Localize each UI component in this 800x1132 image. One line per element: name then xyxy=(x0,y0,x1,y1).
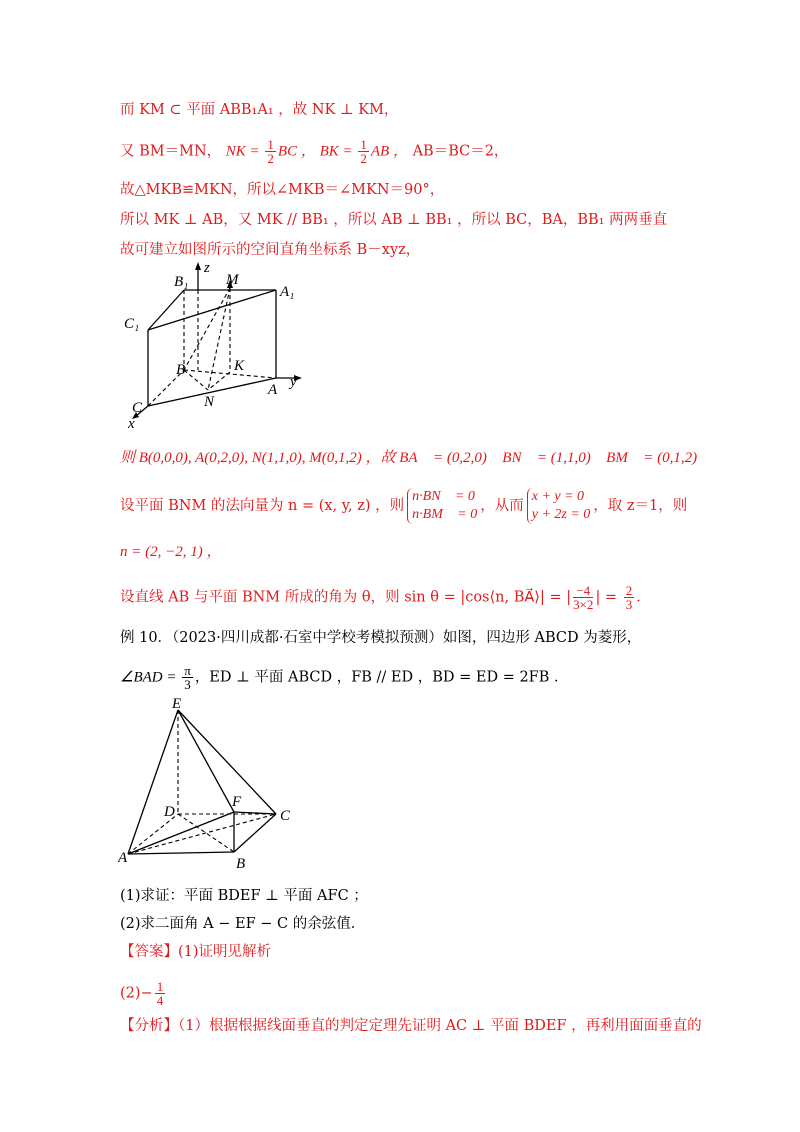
fraction-two-thirds xyxy=(624,584,635,611)
line-8-text: n = (2, −2, 1) ， xyxy=(120,544,222,560)
solid-figure xyxy=(118,696,318,876)
segment-m-n xyxy=(208,288,230,390)
line-7 xyxy=(120,488,687,524)
label-a1: A₁ xyxy=(280,284,295,300)
line-3-text: 故△MKB≌MKN，所以∠MKB＝∠MKN＝90°， xyxy=(120,182,445,198)
frac-den: 3 xyxy=(184,677,191,692)
label-k: K xyxy=(234,358,245,374)
segment-b-n xyxy=(184,370,208,390)
label-f: F xyxy=(232,794,242,810)
frac-den: 3×2 xyxy=(573,597,594,612)
frac-num: π xyxy=(184,663,191,678)
system-1 xyxy=(407,488,477,524)
question-2-text: (2)求二面角 A − EF − C 的余弦值． xyxy=(120,916,366,932)
question-2 xyxy=(120,914,365,934)
label-z: z xyxy=(204,260,210,276)
question-1-text: (1)求证：平面 BDEF ⊥ 平面 AFC ； xyxy=(120,888,368,904)
edge-a-b xyxy=(128,852,234,854)
line-2 xyxy=(120,138,508,165)
line-2e: AB＝BC＝2， xyxy=(412,143,509,160)
frac-den: 2 xyxy=(267,151,274,166)
line-11 xyxy=(120,664,569,691)
label-b: B xyxy=(176,362,186,378)
prism-figure xyxy=(118,258,318,438)
analysis-text: （1）根据根据线面垂直的判定定理先证明 AC ⊥ 平面 BDEF ，再利用面面垂直的 xyxy=(178,1018,702,1034)
line-11a: ∠BAD = xyxy=(120,669,181,686)
line-7c: ，取 z＝1，则 xyxy=(593,498,688,514)
system-1-row-2: n·BM⃗ = 0 xyxy=(412,507,478,522)
line-2a: 又 BM＝MN， xyxy=(120,143,222,160)
frac-num: 1 xyxy=(267,137,274,152)
example-10-header: 例 10．（2023·四川成都·石室中学校考模拟预测）如图，四边形 ABCD 为菱形， xyxy=(120,630,642,646)
line-9c: ． xyxy=(636,589,651,606)
label-a: A xyxy=(118,850,128,866)
label-e: E xyxy=(172,696,182,712)
question-1 xyxy=(120,886,368,906)
edge-e-a xyxy=(128,710,178,854)
line-5 xyxy=(120,240,420,260)
system-1-row-1: n·BN⃗ = 0 xyxy=(412,489,475,504)
system-2 xyxy=(527,488,591,524)
label-a: A xyxy=(268,382,278,398)
answer-2-prefix: (2)− xyxy=(120,985,153,1002)
frac-den: 2 xyxy=(360,151,367,166)
fraction-half-1 xyxy=(265,138,276,165)
label-m: M xyxy=(226,272,239,288)
answer-line-1 xyxy=(120,942,271,962)
answer-tag: 【答案】 xyxy=(120,944,178,960)
label-b: B xyxy=(236,856,246,872)
label-c: C xyxy=(132,400,143,416)
line-1-text: 而 KM ⊂ 平面 ABB₁A₁ ，故 NK ⊥ KM， xyxy=(120,102,399,118)
line-5-text: 故可建立如图所示的空间直角坐标系 B－xyz， xyxy=(120,242,421,258)
edge-a-f xyxy=(128,812,234,854)
label-c1: C₁ xyxy=(124,316,140,332)
line-11b: ，ED ⊥ 平面 ABCD ，FB // ED ，BD = ED = 2FB ． xyxy=(194,669,569,686)
analysis-tag: 【分析】 xyxy=(120,1018,178,1034)
line-6-text: 则 B(0,0,0), A(0,2,0), N(1,1,0), M(0,1,2) ，故 BA⃗ = (0,2,0) ，BN⃗ = (1,1,0) ，BM⃗ = (0,1,2) ， xyxy=(120,450,713,466)
segment-k-n xyxy=(208,372,230,390)
line-2d: AB ， xyxy=(370,143,408,160)
fraction-neg4-over-6 xyxy=(573,584,593,611)
answer-line-2 xyxy=(120,980,167,1007)
label-y: y xyxy=(290,374,297,390)
line-10 xyxy=(120,628,641,648)
label-x: x xyxy=(128,416,135,432)
line-3 xyxy=(120,180,444,200)
line-7a: 设平面 BNM 的法向量为 n = (x, y, z) ，则 xyxy=(120,498,405,514)
label-c: C xyxy=(280,808,291,824)
line-6 xyxy=(120,448,713,468)
fraction-one-quarter xyxy=(155,980,166,1007)
frac-num: −4 xyxy=(573,584,593,598)
line-4-text: 所以 MK ⊥ AB，又 MK // BB₁ ，所以 AB ⊥ BB₁ ，所以 BC，BA，BB₁ 两两垂直 xyxy=(120,212,668,228)
label-n: N xyxy=(204,394,215,410)
frac-num: 1 xyxy=(156,979,164,994)
line-9a: 设直线 AB 与平面 BNM 所成的角为 θ，则 sin θ = |cos⟨n, BA⃗⟩| = | xyxy=(120,589,572,606)
edge-c1-a1 xyxy=(148,290,276,330)
system-2-row-1: x + y = 0 xyxy=(531,489,585,504)
label-b1: B₁ xyxy=(174,274,189,290)
fraction-half-2 xyxy=(358,138,369,165)
system-2-row-2: y + 2z = 0 xyxy=(531,507,591,522)
line-1 xyxy=(120,100,398,120)
segment-m-b xyxy=(184,288,230,370)
line-2b: NK = xyxy=(225,143,264,160)
frac-den: 4 xyxy=(156,993,164,1008)
z-arrow xyxy=(195,262,201,270)
frac-num: 2 xyxy=(625,583,633,598)
fraction-pi-over-3 xyxy=(182,664,193,691)
label-d: D xyxy=(164,804,175,820)
line-8 xyxy=(120,542,222,562)
frac-den: 3 xyxy=(625,597,633,612)
line-4 xyxy=(120,210,667,230)
edge-b-a xyxy=(184,370,276,378)
analysis-line xyxy=(120,1016,702,1036)
line-7b: ，从而 xyxy=(480,498,524,514)
line-9b: | = xyxy=(595,589,622,606)
edge-b-c xyxy=(234,814,276,852)
line-9 xyxy=(120,584,651,611)
frac-num: 1 xyxy=(360,137,367,152)
line-2c: BC ， BK = xyxy=(277,143,357,160)
answer-1: (1)证明见解析 xyxy=(178,944,272,960)
